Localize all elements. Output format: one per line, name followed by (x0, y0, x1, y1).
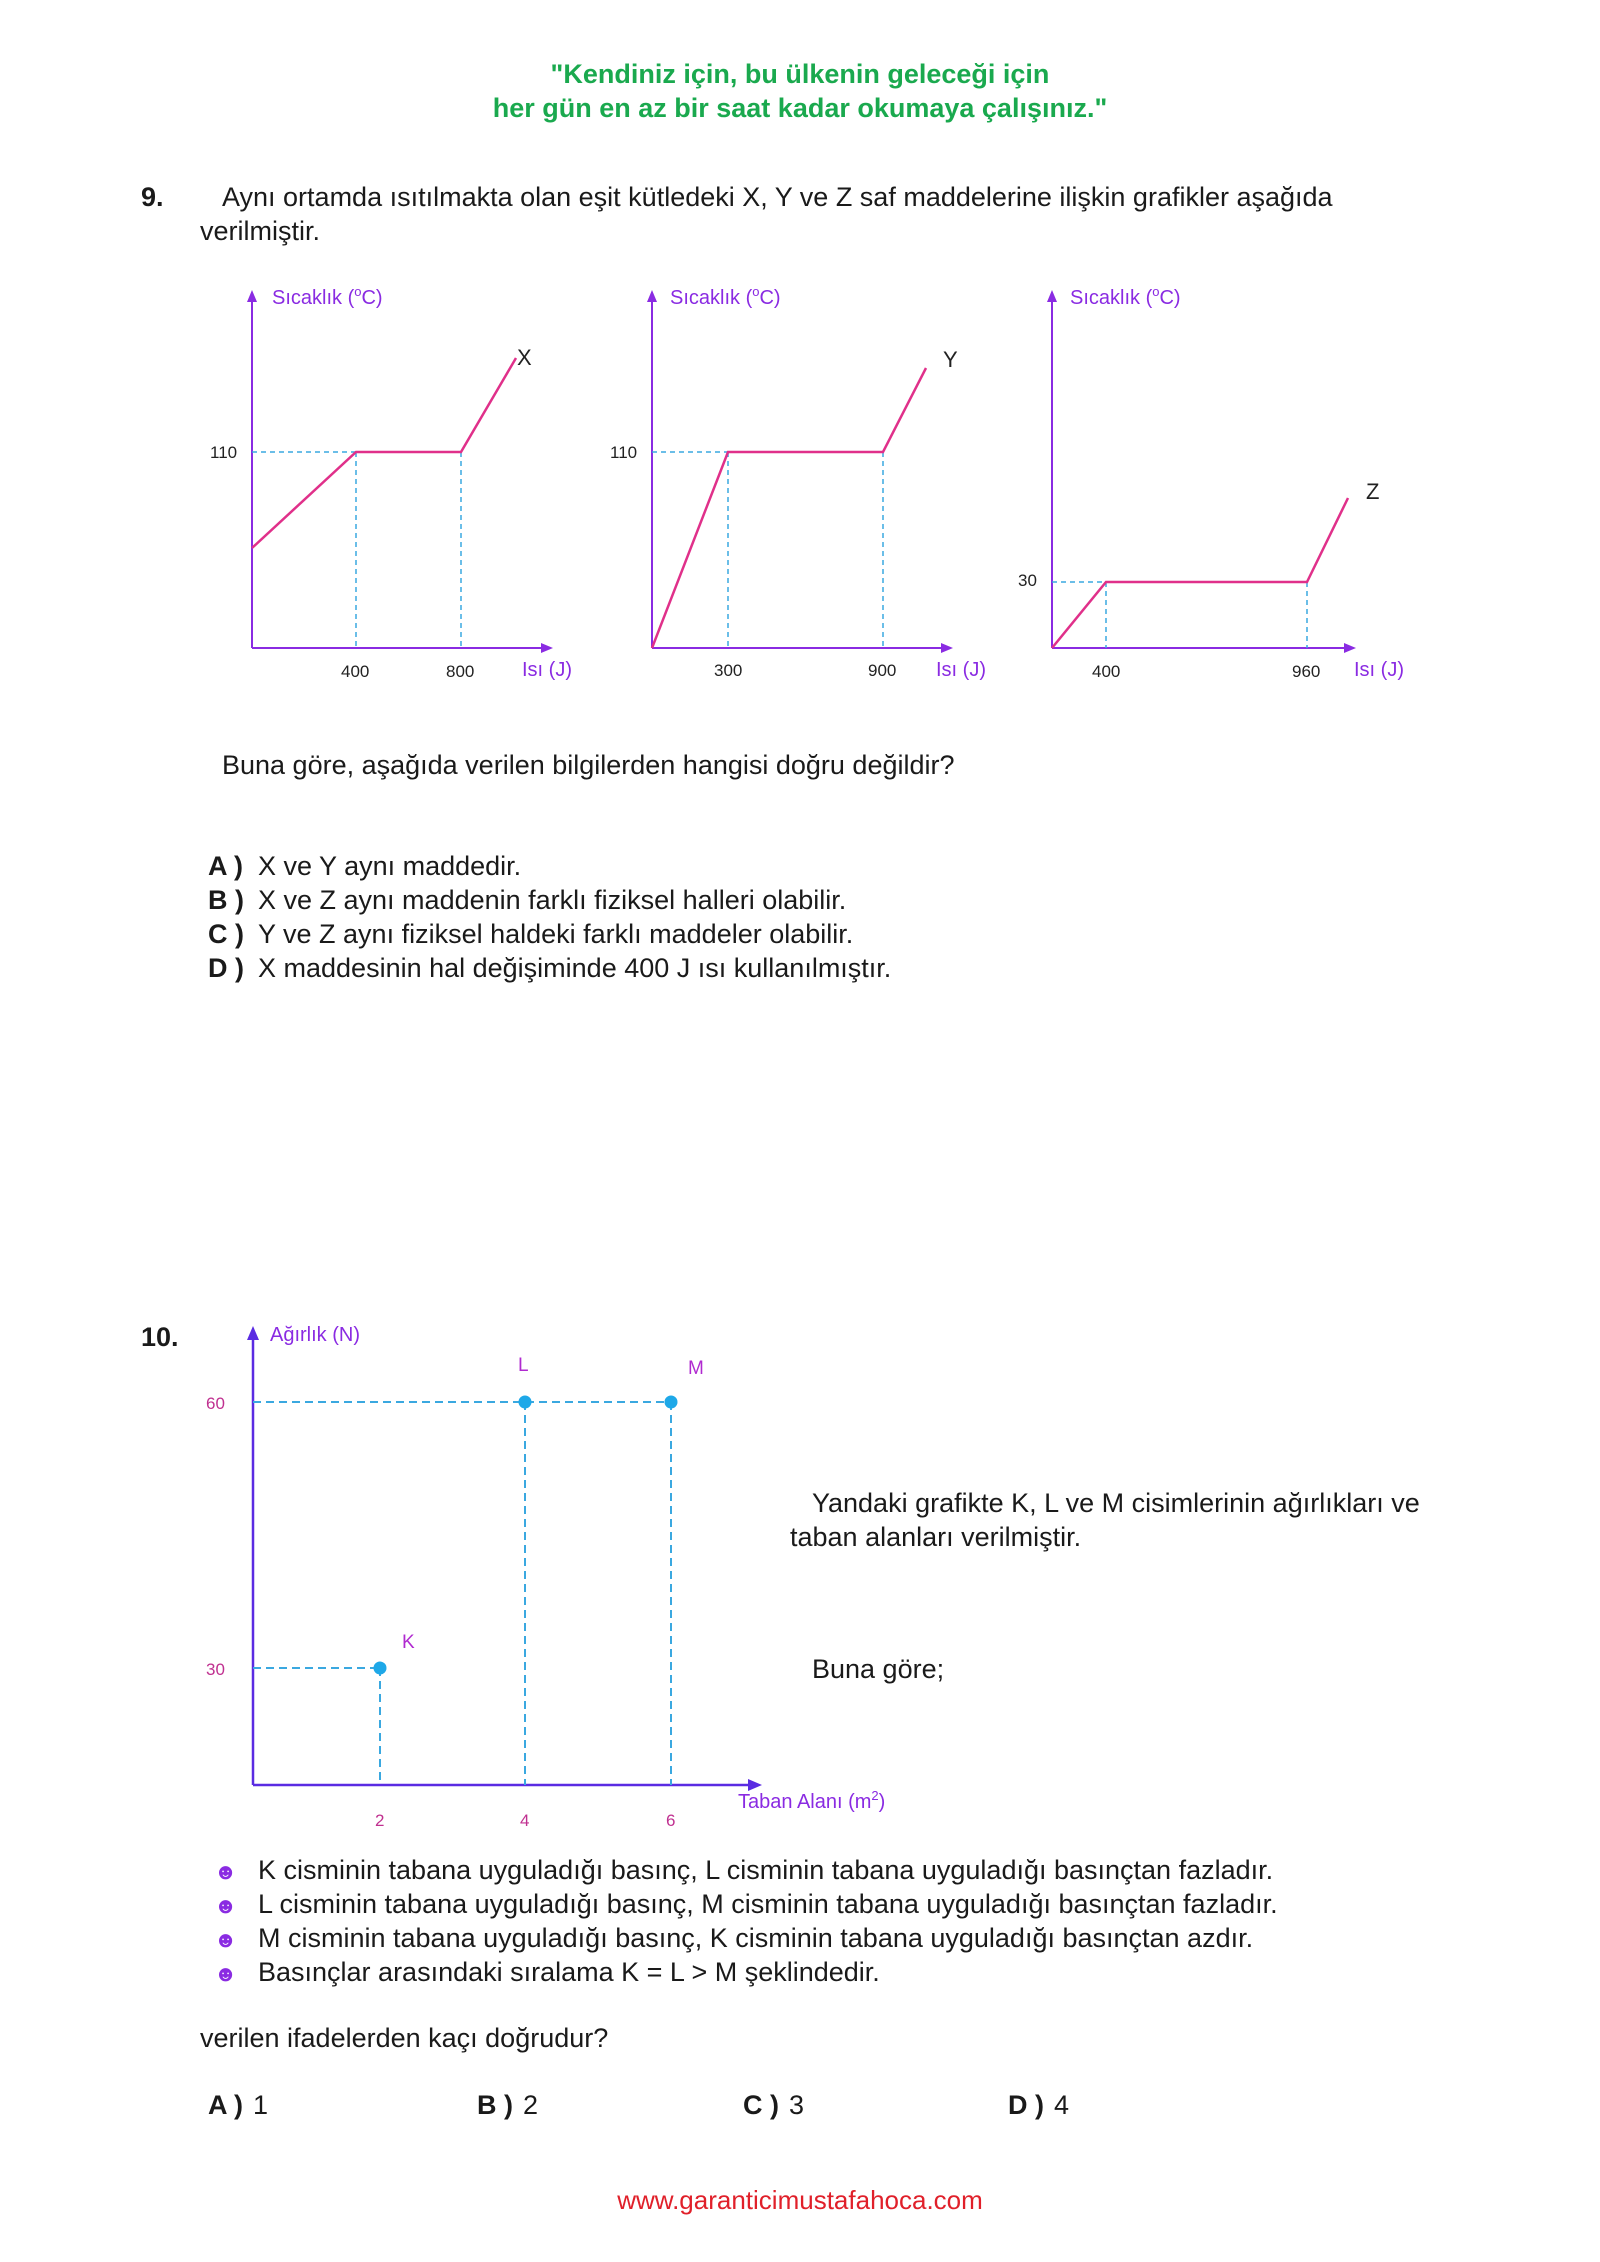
question-10-number: 10. (141, 1322, 179, 1352)
statement-2 (214, 1887, 1278, 1923)
option-b-letter: B ) (208, 885, 244, 915)
graph-weight-xtick-6: 6 (666, 1811, 676, 1830)
option-b-text: X ve Z aynı maddenin farklı fiziksel halleri olabilir. (258, 885, 847, 915)
answer-d-text: 4 (1054, 2090, 1070, 2120)
graph-weight-ytick-60: 60 (206, 1394, 225, 1413)
statement-3 (214, 1921, 1253, 1957)
question-9-option-d[interactable] (208, 951, 891, 985)
graph-x (200, 280, 600, 700)
question-10-side-text-line-2: taban alanları verilmiştir. (790, 1522, 1082, 1552)
question-10-buna-gore: Buna göre; (812, 1654, 945, 1684)
footer-website-link[interactable]: www.garanticimustafahoca.com (617, 2185, 983, 2215)
answer-b[interactable] (477, 2088, 538, 2122)
statement-3-text: M cisminin tabana uyguladığı basınç, K cisminin tabana uyguladığı basınçtan azdır. (258, 1923, 1254, 1953)
graph-z-ytick-30: 30 (1018, 571, 1037, 590)
question-9-number: 9. (141, 182, 164, 212)
question-10-side-text-line-1: Yandaki grafikte K, L ve M cisimlerinin ağırlıkları ve (812, 1488, 1420, 1518)
statement-4-text: Basınçlar arasındaki sıralama K = L > M şeklindedir. (258, 1957, 880, 1987)
point-l-label: L (518, 1355, 529, 1376)
answer-b-text: 2 (523, 2090, 539, 2120)
answer-a-letter: A ) (208, 2090, 243, 2120)
question-9-prompt: Buna göre, aşağıda verilen bilgilerden hangisi doğru değildir? (222, 750, 955, 780)
graph-y-xlabel: Isı (J) (936, 659, 986, 681)
graph-x-ylabel: Sıcaklık ($^o$C) (272, 284, 383, 309)
graph-z-xtick-960: 960 (1292, 662, 1321, 681)
graph-z-series-label: Z (1366, 479, 1380, 504)
graph-weight-ytick-30: 30 (206, 1660, 225, 1679)
graph-weight-area (190, 1310, 930, 1830)
answer-b-letter: B ) (477, 2090, 513, 2120)
question-9-option-a[interactable] (208, 849, 521, 883)
smiley-bullet-icon: ☻ (214, 1859, 238, 1884)
question-9-option-c[interactable] (208, 917, 853, 951)
answer-c[interactable] (743, 2088, 804, 2122)
option-a-letter: A ) (208, 851, 243, 881)
question-10-prompt: verilen ifadelerden kaçı doğrudur? (200, 2023, 609, 2053)
answer-c-letter: C ) (743, 2090, 779, 2120)
graph-x-ytick-110: 110 (210, 443, 238, 462)
answer-d-letter: D ) (1008, 2090, 1044, 2120)
graph-x-series-label: X (517, 345, 532, 370)
graph-x-xtick-800: 800 (446, 662, 475, 681)
point-k (374, 1662, 387, 1675)
question-9-option-b[interactable] (208, 883, 846, 917)
statement-1-text: K cisminin tabana uyguladığı basınç, L cisminin tabana uyguladığı basınçtan fazladır. (258, 1855, 1274, 1885)
option-a-text: X ve Y aynı maddedir. (258, 851, 522, 881)
point-m (665, 1396, 678, 1409)
motto-line-1: "Kendiniz için, bu ülkenin geleceği için (550, 59, 1050, 89)
graph-weight-ylabel: Ağırlık (N) (270, 1324, 360, 1346)
option-d-text: X maddesinin hal değişiminde 400 J ısı kullanılmıştır. (258, 953, 892, 983)
option-d-letter: D ) (208, 953, 244, 983)
graph-y-ylabel: Sıcaklık ($^o$C) (670, 284, 781, 309)
smiley-bullet-icon: ☻ (214, 1893, 238, 1918)
graph-z (1000, 280, 1440, 700)
question-9-stem-line-1: Aynı ortamda ısıtılmakta olan eşit kütledeki X, Y ve Z saf maddelerine ilişkin grafikler aşağıda (222, 182, 1333, 212)
graph-z-ylabel: Sıcaklık ($^o$C) (1070, 284, 1181, 309)
point-k-label: K (402, 1632, 415, 1653)
option-c-letter: C ) (208, 919, 244, 949)
graph-z-xtick-400: 400 (1092, 662, 1121, 681)
smiley-bullet-icon: ☻ (214, 1961, 238, 1986)
graph-y-ytick-110: 110 (610, 443, 638, 462)
graph-weight-xlabel: Taban Alanı $(m^2)$ (738, 1788, 886, 1813)
statement-1 (214, 1853, 1273, 1889)
answer-c-text: 3 (789, 2090, 805, 2120)
graph-z-xlabel: Isı (J) (1354, 659, 1404, 681)
point-m-label: M (688, 1358, 704, 1379)
point-l (519, 1396, 532, 1409)
graph-y-series-label: Y (943, 347, 958, 372)
question-9-stem-line-2: verilmiştir. (200, 216, 320, 246)
graph-x-xtick-400: 400 (341, 662, 370, 681)
statement-4 (214, 1955, 880, 1991)
smiley-bullet-icon: ☻ (214, 1927, 238, 1952)
graph-y (600, 280, 1020, 700)
graph-x-xlabel: Isı (J) (522, 659, 572, 681)
motto-line-2: her gün en az bir saat kadar okumaya çalışınız." (492, 93, 1108, 123)
option-c-text: Y ve Z aynı fiziksel haldeki farklı maddeler olabilir. (258, 919, 854, 949)
graph-weight-xtick-2: 2 (375, 1811, 385, 1830)
answer-a[interactable] (208, 2088, 268, 2122)
answer-a-text: 1 (253, 2090, 269, 2120)
statement-2-text: L cisminin tabana uyguladığı basınç, M cisminin tabana uyguladığı basınçtan fazladır. (258, 1889, 1278, 1919)
graph-y-xtick-900: 900 (868, 661, 897, 680)
graph-y-xtick-300: 300 (714, 661, 743, 680)
answer-d[interactable] (1008, 2088, 1069, 2122)
graph-weight-xtick-4: 4 (520, 1811, 530, 1830)
